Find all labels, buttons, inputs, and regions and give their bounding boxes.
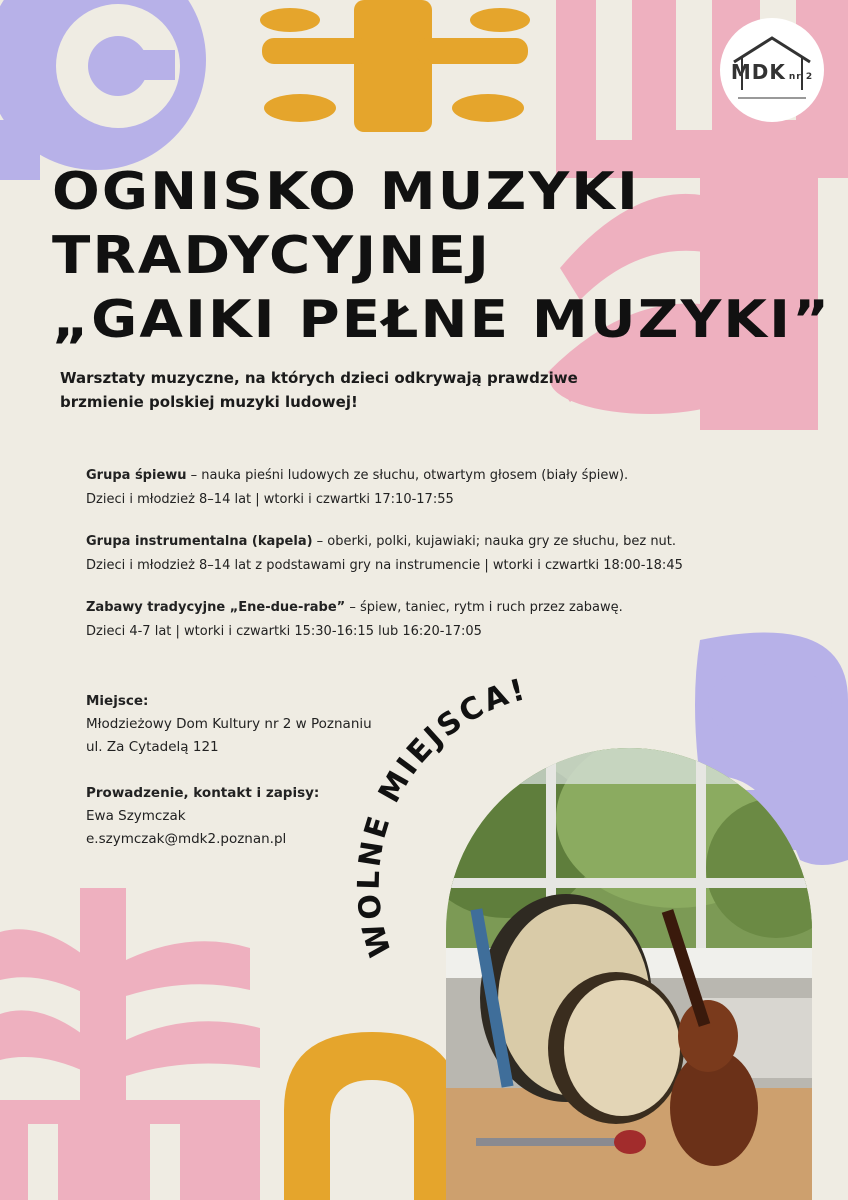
title-line-3: „GAIKI PEŁNE MUZYKI”	[52, 290, 832, 350]
logo-badge: nr 2	[788, 72, 814, 82]
place-line-1: Młodzieżowy Dom Kultury nr 2 w Poznaniu	[86, 716, 372, 732]
place-line-2: ul. Za Cytadelą 121	[86, 739, 219, 755]
contact-name: Ewa Szymczak	[86, 808, 186, 824]
group-name: Zabawy tradycyjne „Ene-due-rabe”	[86, 600, 346, 615]
logo-wordmark: MDK nr 2	[730, 60, 814, 84]
group-name: Grupa śpiewu	[86, 468, 187, 483]
place-label: Miejsce:	[86, 693, 149, 709]
title-line-1: OGNISKO MUZYKI	[52, 162, 641, 222]
free-places-text: WOLNE MIEJSCA!	[351, 671, 532, 961]
title-line-2: TRADYCYJNEJ	[52, 226, 492, 286]
group-description: – śpiew, taniec, rytm i ruch przez zabawę.	[345, 600, 623, 615]
group-description: – nauka pieśni ludowych ze słuchu, otwartym głosem (biały śpiew).	[186, 468, 629, 483]
group-description: – oberki, polki, kujawiaki; nauka gry ze słuchu, bez nut.	[312, 534, 677, 549]
group-details: Dzieci 4-7 lat | wtorki i czwartki 15:30-16:15 lub 16:20-17:05	[86, 624, 482, 639]
subtitle: Warsztaty muzyczne, na których dzieci odkrywają prawdziwe brzmienie polskiej muzyki ludowej!	[60, 369, 578, 411]
contact-email[interactable]: e.szymczak@mdk2.poznan.pl	[86, 831, 287, 847]
group-details: Dzieci i młodzież 8–14 lat z podstawami gry na instrumencie | wtorki i czwartki 18:00-18:45	[86, 558, 683, 573]
group-name: Grupa instrumentalna (kapela)	[86, 534, 313, 549]
svg-text:WOLNE MIEJSCA!	[352, 672, 532, 961]
group-details: Dzieci i młodzież 8–14 lat | wtorki i czwartki 17:10-17:55	[86, 492, 454, 507]
contact-label: Prowadzenie, kontakt i zapisy:	[86, 785, 320, 801]
